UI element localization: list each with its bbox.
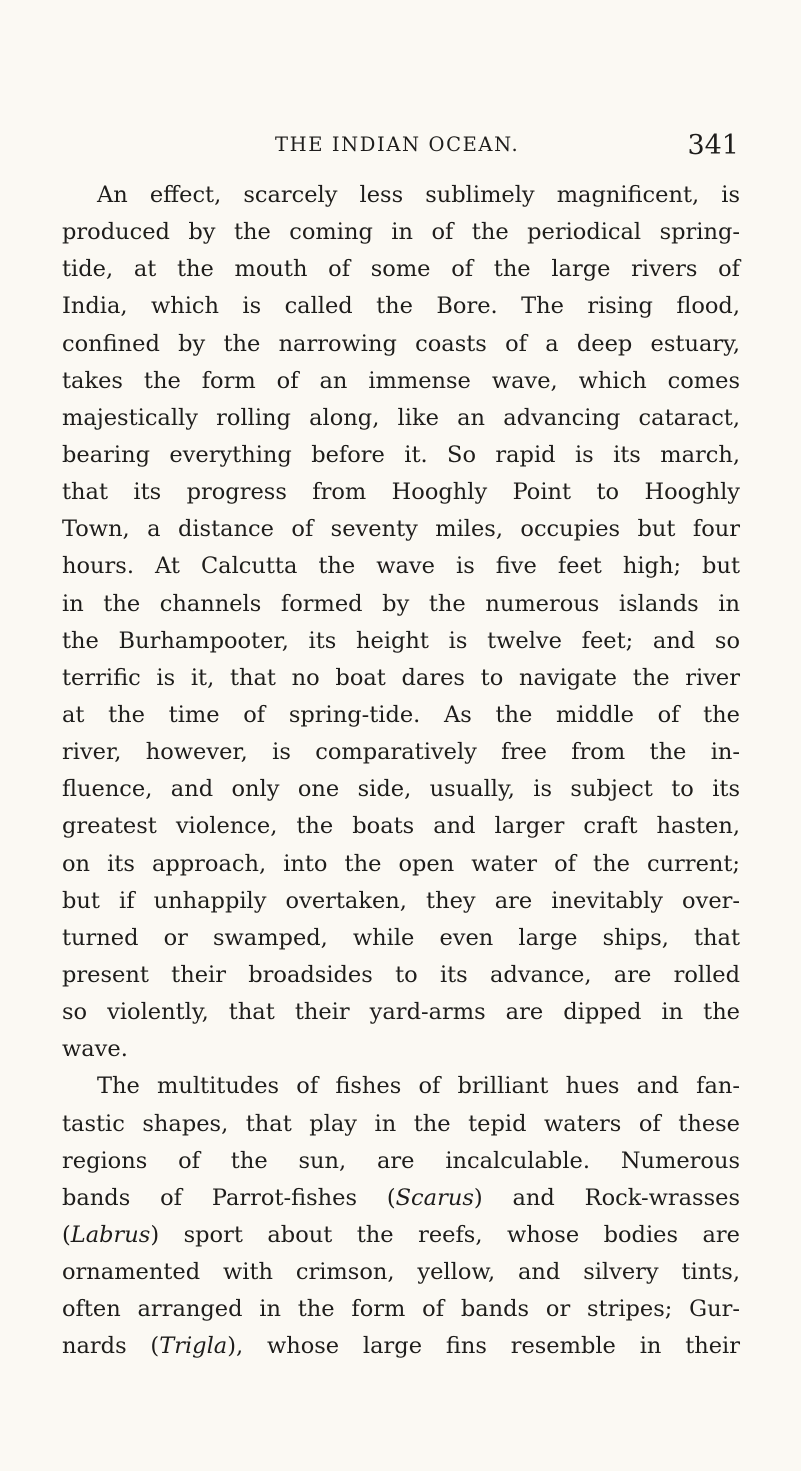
- text-segment: (: [62, 1221, 71, 1248]
- page-number: 341: [687, 130, 739, 161]
- text-line: terrific is it, that no boat dares to navigate the river: [62, 664, 740, 691]
- species-name: Scarus: [395, 1184, 474, 1211]
- text-line: [62, 1180, 740, 1217]
- text-line: present their broadsides to its advance, are rolled: [62, 961, 740, 988]
- text-line: in the channels formed by the numerous islands in: [62, 590, 740, 617]
- text-line: majestically rolling along, like an advancing cataract,: [62, 404, 740, 431]
- body-text: [62, 177, 740, 1366]
- text-segment: bands of Parrot-fishes (: [62, 1184, 396, 1211]
- text-segment: ) sport about the reefs, whose bodies are: [150, 1221, 740, 1248]
- text-line: tide, at the mouth of some of the large rivers of: [62, 256, 740, 283]
- text-line: [62, 1328, 740, 1365]
- text-line: turned or swamped, while even large ships, that: [62, 924, 740, 951]
- text-line: takes the form of an immense wave, which comes: [62, 367, 740, 394]
- text-segment: nards (: [62, 1333, 160, 1360]
- text-line: at the time of spring-tide. As the middle of the: [62, 701, 740, 728]
- text-line: ornamented with crimson, yellow, and silvery tints,: [62, 1259, 740, 1286]
- paragraph-fishes: [62, 1068, 740, 1365]
- text-line: river, however, is comparatively free from the in-: [62, 739, 740, 766]
- running-header: [0, 130, 801, 170]
- paragraph-bore: [62, 177, 740, 1068]
- text-line: regions of the sun, are incalculable. Numerous: [62, 1147, 740, 1174]
- text-line: that its progress from Hooghly Point to Hooghly: [62, 479, 740, 506]
- text-line: on its approach, into the open water of the current;: [62, 850, 740, 877]
- text-line: produced by the coming in of the periodical spring-: [62, 219, 740, 246]
- text-line: fluence, and only one side, usually, is subject to its: [62, 776, 740, 803]
- running-title: THE INDIAN OCEAN.: [275, 133, 520, 156]
- species-name: Labrus: [70, 1221, 151, 1248]
- text-segment: ) and Rock-wrasses: [473, 1184, 740, 1211]
- species-name: Trigla: [159, 1333, 228, 1360]
- text-segment: ), whose large fins resemble in their: [227, 1333, 740, 1360]
- text-line: so violently, that their yard-arms are dipped in the: [62, 999, 740, 1026]
- text-line: hours. At Calcutta the wave is five feet high; but: [62, 553, 740, 580]
- text-line: bearing everything before it. So rapid is its march,: [62, 441, 740, 468]
- text-line: greatest violence, the boats and larger craft hasten,: [62, 813, 740, 840]
- text-line: tastic shapes, that play in the tepid waters of these: [62, 1110, 740, 1137]
- text-line: Town, a distance of seventy miles, occupies but four: [62, 516, 740, 543]
- text-line: the Burhampooter, its height is twelve feet; and so: [62, 627, 740, 654]
- text-line: [62, 1217, 740, 1254]
- text-line: wave.: [62, 1036, 128, 1063]
- text-line: confined by the narrowing coasts of a deep estuary,: [62, 330, 740, 357]
- text-line: The multitudes of fishes of brilliant hues and fan-: [97, 1073, 740, 1100]
- text-line: An effect, scarcely less sublimely magnificent, is: [97, 182, 740, 208]
- text-line: but if unhappily overtaken, they are inevitably over-: [62, 887, 740, 914]
- text-line: often arranged in the form of bands or stripes; Gur-: [62, 1296, 740, 1323]
- text-line: India, which is called the Bore. The rising flood,: [62, 293, 740, 320]
